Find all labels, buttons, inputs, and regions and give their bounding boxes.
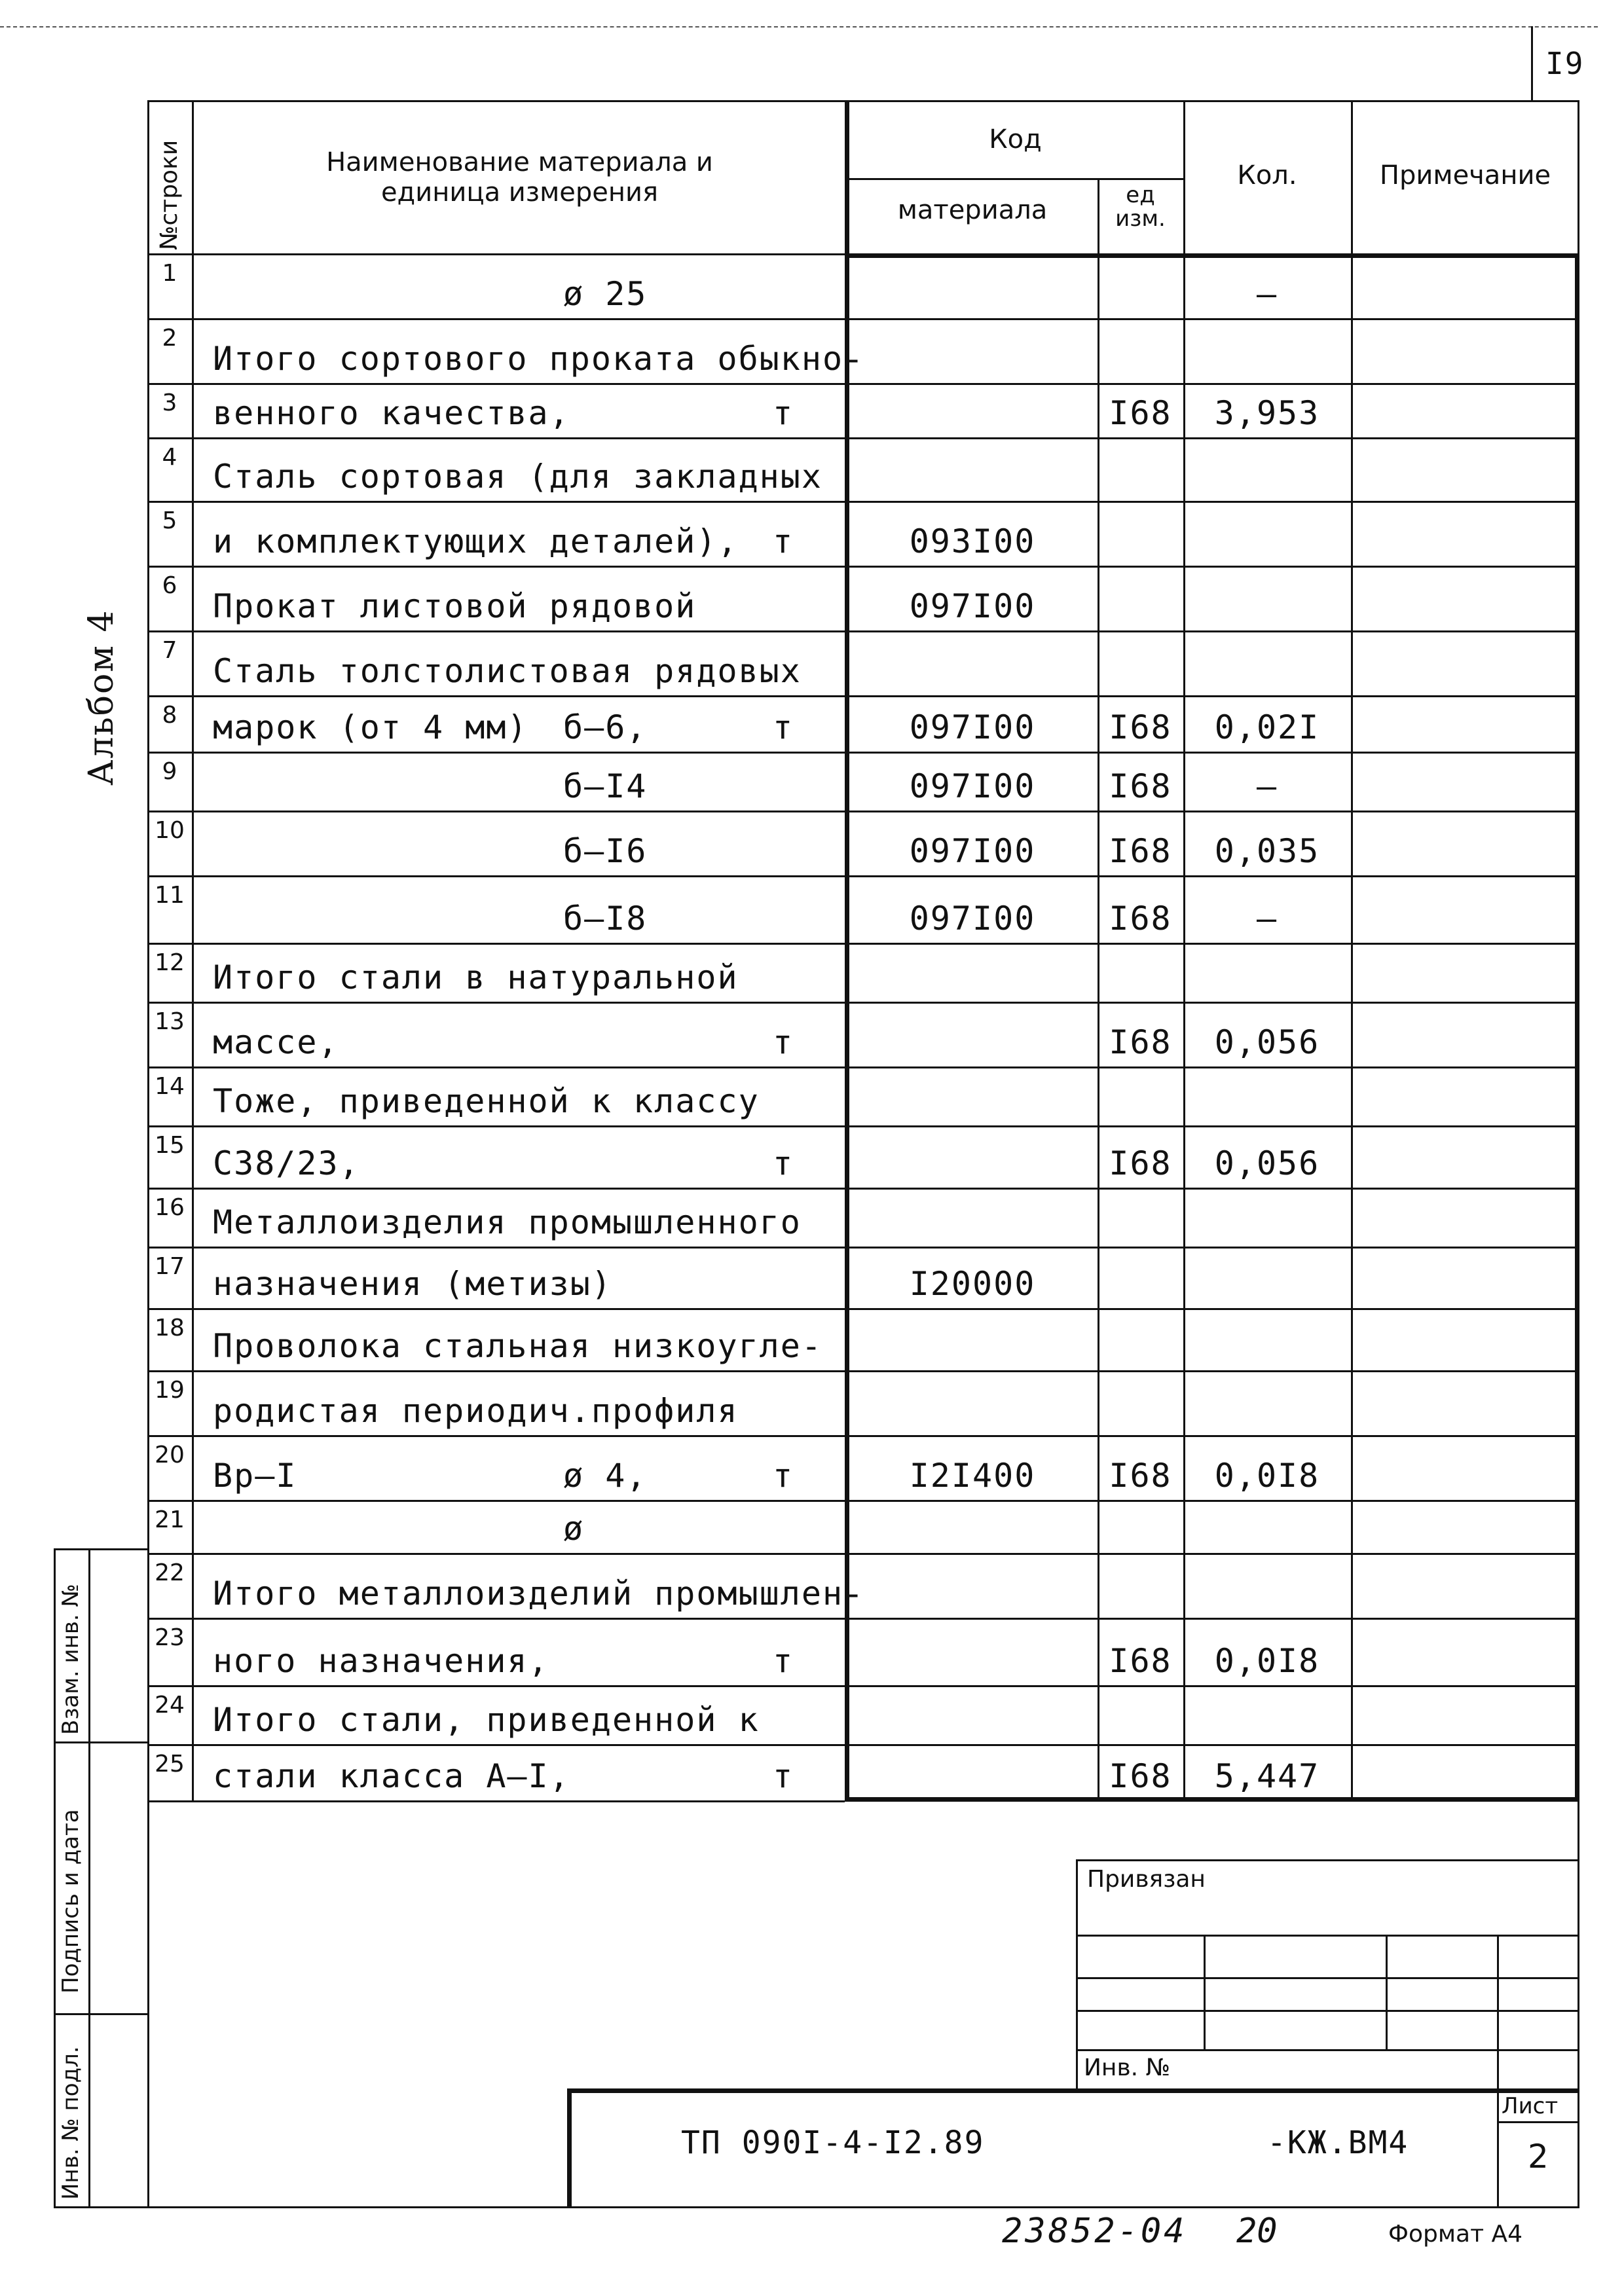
table-row <box>147 1685 1579 1744</box>
row-unit-code <box>1098 1500 1183 1553</box>
row-quantity <box>1183 1553 1351 1618</box>
margin-field-signature-date: Подпись и дата <box>58 1809 84 1994</box>
row-note <box>1351 1247 1579 1308</box>
row-material-code: 097I00 <box>909 708 1036 746</box>
row-unit-suffix <box>773 811 832 875</box>
frame-bottom <box>147 2206 1579 2208</box>
row-name-extra <box>563 1685 773 1744</box>
row-number: 22 <box>155 1559 185 1586</box>
row-unit-code <box>1098 1685 1183 1744</box>
binding-row-2 <box>1076 1977 1579 1979</box>
row-quantity: – <box>1256 275 1278 313</box>
row-unit-suffix <box>773 1066 832 1125</box>
header-code-material: материала <box>897 195 1048 225</box>
table-row <box>147 318 1579 383</box>
row-name-extra <box>563 943 773 1002</box>
binding-row-1 <box>1076 1935 1579 1937</box>
row-material-code: 097I00 <box>909 832 1036 870</box>
row-number: 11 <box>155 882 185 909</box>
row-quantity: – <box>1256 900 1278 938</box>
binding-label: Привязан <box>1087 1866 1206 1893</box>
row-quantity <box>1183 1685 1351 1744</box>
row-name-extra <box>563 1247 773 1308</box>
row-unit-suffix <box>773 253 832 318</box>
margin-divider-1 <box>54 1741 147 1743</box>
row-note <box>1351 566 1579 630</box>
row-name: стали класса А–I, <box>213 1757 570 1795</box>
row-quantity: 5,447 <box>1214 1757 1320 1795</box>
row-name: венного качества, <box>213 394 570 432</box>
row-quantity <box>1183 1500 1351 1553</box>
table-row <box>147 1066 1579 1125</box>
table-row <box>147 437 1579 501</box>
table-row <box>147 1618 1579 1685</box>
margin-border-top <box>54 1548 147 1550</box>
row-unit-code: I68 <box>1109 1457 1172 1495</box>
row-unit-suffix <box>773 566 832 630</box>
row-material-code: 097I00 <box>909 587 1036 625</box>
table-row <box>147 875 1579 943</box>
row-name-extra <box>563 1370 773 1435</box>
row-note <box>1351 501 1579 566</box>
row-name-extra <box>563 1002 773 1066</box>
row-number: 6 <box>162 572 177 599</box>
table-row <box>147 501 1579 566</box>
row-note <box>1351 1066 1579 1125</box>
row-note <box>1351 1002 1579 1066</box>
row-name-extra: б–I8 <box>563 900 648 938</box>
row-name-extra <box>563 437 773 501</box>
row-unit-code <box>1098 1370 1183 1435</box>
row-name-extra <box>563 318 773 383</box>
row-material-code <box>847 1188 1098 1247</box>
row-unit-suffix: т <box>773 708 794 746</box>
row-name-extra: ø 4, <box>563 1457 648 1495</box>
table-row <box>147 566 1579 630</box>
row-unit-suffix: т <box>773 1457 794 1495</box>
table-row <box>147 943 1579 1002</box>
row-note <box>1351 1188 1579 1247</box>
binding-left <box>1076 1859 1078 2092</box>
row-name: Итого стали, приведенной к <box>213 1701 760 1739</box>
document-suffix: -КЖ.ВМ4 <box>1267 2124 1409 2161</box>
table-row <box>147 695 1579 752</box>
row-material-code <box>847 383 1098 437</box>
row-name: Тоже, приведенной к классу <box>213 1082 760 1120</box>
table-row <box>147 1125 1579 1188</box>
row-name: Итого металлоизделий промышлен- <box>213 1575 865 1613</box>
row-unit-suffix <box>773 752 832 811</box>
row-quantity <box>1183 1188 1351 1247</box>
row-unit-suffix <box>773 318 832 383</box>
row-quantity <box>1183 318 1351 383</box>
row-quantity <box>1183 1370 1351 1435</box>
row-material-code: I20000 <box>909 1265 1036 1303</box>
margin-border-left <box>54 1548 56 2206</box>
row-name: Сталь толстолистовая рядовых <box>213 652 802 690</box>
row-unit-suffix: т <box>773 1023 794 1061</box>
row-quantity: 3,953 <box>1214 394 1320 432</box>
table-row <box>147 1744 1579 1800</box>
row-name: Сталь сортовая (для закладных <box>213 458 822 496</box>
row-unit-suffix <box>773 1370 832 1435</box>
row-unit-code <box>1098 1308 1183 1370</box>
row-number: 23 <box>155 1624 185 1651</box>
row-number: 25 <box>155 1751 185 1777</box>
row-material-code: 097I00 <box>909 900 1036 938</box>
row-unit-code: I68 <box>1109 1757 1172 1795</box>
row-note <box>1351 630 1579 695</box>
table-row <box>147 811 1579 875</box>
table-row <box>147 630 1579 695</box>
row-unit-code <box>1098 1247 1183 1308</box>
row-unit-code: I68 <box>1109 1642 1172 1680</box>
row-material-code <box>847 253 1098 318</box>
row-number: 8 <box>162 702 177 729</box>
row-note <box>1351 437 1579 501</box>
row-quantity <box>1183 501 1351 566</box>
row-name-extra <box>563 1744 773 1800</box>
row-note <box>1351 1744 1579 1800</box>
table-row <box>147 752 1579 811</box>
row-quantity <box>1183 437 1351 501</box>
row-note <box>1351 318 1579 383</box>
row-name-extra <box>563 501 773 566</box>
row-name: Вр–I <box>213 1457 297 1495</box>
row-unit-code <box>1098 437 1183 501</box>
margin-inner-line <box>88 1548 90 2206</box>
row-material-code <box>847 1066 1098 1125</box>
row-name: и комплектующих деталей), <box>213 522 739 560</box>
table-row <box>147 1553 1579 1618</box>
row-number: 20 <box>155 1442 185 1468</box>
row-note <box>1351 1125 1579 1188</box>
sheet-label: Лист <box>1502 2093 1559 2119</box>
inventory-number-label: Инв. № <box>1084 2054 1171 2081</box>
row-unit-code <box>1098 1066 1183 1125</box>
row-unit-suffix: т <box>773 1144 794 1182</box>
row-number: 24 <box>155 1692 185 1719</box>
row-unit-suffix <box>773 875 832 943</box>
row-number: 17 <box>155 1253 185 1280</box>
row-name: марок (от 4 мм) <box>213 708 528 746</box>
frame-top <box>147 100 1579 102</box>
row-unit-suffix: т <box>773 394 794 432</box>
margin-field-original-inv: Инв. № подл. <box>58 2046 84 2200</box>
header-code-split <box>847 178 1183 180</box>
row-quantity: 0,056 <box>1214 1023 1320 1061</box>
header-code: Код <box>989 124 1042 155</box>
binding-row-3 <box>1076 2010 1579 2012</box>
row-number: 3 <box>162 390 177 416</box>
row-material-code <box>847 318 1098 383</box>
row-unit-suffix <box>773 943 832 1002</box>
row-number: 14 <box>155 1073 185 1100</box>
table-row <box>147 383 1579 437</box>
row-material-code <box>847 943 1098 1002</box>
row-unit-suffix <box>773 1188 832 1247</box>
row-note <box>1351 253 1579 318</box>
table-row <box>147 253 1579 318</box>
row-name-extra <box>563 630 773 695</box>
row-material-code <box>847 630 1098 695</box>
row-material-code <box>847 1500 1098 1553</box>
row-note <box>1351 1685 1579 1744</box>
row-number: 21 <box>155 1506 185 1533</box>
row-name-extra <box>563 383 773 437</box>
row-quantity <box>1183 1247 1351 1308</box>
margin-border-bottom <box>54 2206 147 2208</box>
document-code: ТП 090I-4-I2.89 <box>681 2124 985 2161</box>
row-quantity <box>1183 1308 1351 1370</box>
row-name-extra: ø <box>563 1510 585 1548</box>
row-material-code <box>847 1744 1098 1800</box>
table-row <box>147 1500 1579 1553</box>
header-quantity: Кол. <box>1237 160 1297 191</box>
binding-col-2 <box>1386 1935 1388 2049</box>
top-edge-line <box>0 26 1598 27</box>
row-material-code: I2I400 <box>909 1457 1036 1495</box>
frame-left-lower <box>147 1800 149 2206</box>
header-name <box>192 147 847 208</box>
row-name-extra <box>563 1066 773 1125</box>
row-unit-code <box>1098 501 1183 566</box>
row-note <box>1351 811 1579 875</box>
row-number: 19 <box>155 1377 185 1404</box>
row-unit-code: I68 <box>1109 900 1172 938</box>
row-quantity <box>1183 630 1351 695</box>
row-name: Итого сортового проката обыкно- <box>213 340 865 378</box>
row-unit-code <box>1098 1188 1183 1247</box>
row-quantity: 0,0I8 <box>1214 1642 1320 1680</box>
header-unit-line1: ед <box>1126 182 1155 208</box>
row-number: 5 <box>162 507 177 534</box>
table-row <box>147 1188 1579 1247</box>
margin-field-replaced-inv: Взам. инв. № <box>58 1584 84 1735</box>
row-name-extra <box>563 1188 773 1247</box>
row-unit-code: I68 <box>1109 708 1172 746</box>
sheet-corner-number: I9 <box>1545 46 1585 81</box>
row-unit-code: I68 <box>1109 1144 1172 1182</box>
row-material-code <box>847 1125 1098 1188</box>
row-name-extra <box>563 1125 773 1188</box>
doc-block-left <box>567 2088 572 2206</box>
sheet-box-left <box>1497 2088 1499 2206</box>
row-unit-code <box>1098 318 1183 383</box>
row-note <box>1351 1435 1579 1500</box>
binding-col-3 <box>1497 1935 1499 2092</box>
row-name: Проволока стальная низкоугле- <box>213 1327 822 1365</box>
row-name: ного назначения, <box>213 1642 549 1680</box>
row-name: массе, <box>213 1023 339 1061</box>
row-unit-code <box>1098 566 1183 630</box>
row-unit-code: I68 <box>1109 394 1172 432</box>
row-unit-suffix: т <box>773 1642 794 1680</box>
row-material-code <box>847 1002 1098 1066</box>
row-unit-suffix <box>773 1247 832 1308</box>
row-unit-suffix <box>773 437 832 501</box>
row-unit-code <box>1098 253 1183 318</box>
row-number: 18 <box>155 1315 185 1341</box>
row-name-extra: б–6, <box>563 708 648 746</box>
table-row <box>147 1308 1579 1370</box>
row-material-code <box>847 1370 1098 1435</box>
row-note <box>1351 943 1579 1002</box>
footer-stamp: 23852-04 <box>1002 2212 1187 2251</box>
header-name-line1: Наименование материала и <box>326 147 713 177</box>
row-name-extra <box>563 1308 773 1370</box>
row-name: назначения (метизы) <box>213 1265 612 1303</box>
row-unit-suffix: т <box>773 522 794 560</box>
header-unit-line2: изм. <box>1115 206 1166 232</box>
row-name: С38/23, <box>213 1144 360 1182</box>
format-label: Формат А4 <box>1388 2221 1523 2248</box>
row-unit-code: I68 <box>1109 767 1172 805</box>
table-row <box>147 1247 1579 1308</box>
row-name: Итого стали в натуральной <box>213 958 739 996</box>
row-number: 4 <box>162 444 177 471</box>
margin-divider-2 <box>54 2013 147 2015</box>
row-quantity: 0,056 <box>1214 1144 1320 1182</box>
row-material-code <box>847 1553 1098 1618</box>
row-number: 15 <box>155 1132 185 1159</box>
row-name-extra <box>563 1553 773 1618</box>
row-material-code: 097I00 <box>909 767 1036 805</box>
header-row-number: №строки <box>156 139 183 250</box>
row-quantity: – <box>1256 767 1278 805</box>
row-material-code <box>847 1685 1098 1744</box>
row-quantity: 0,02I <box>1214 708 1320 746</box>
header-name-line2: единица измерения <box>380 177 659 208</box>
row-note <box>1351 1500 1579 1553</box>
row-material-code <box>847 1618 1098 1685</box>
footer-stamp-page: 20 <box>1236 2212 1278 2251</box>
row-note <box>1351 1553 1579 1618</box>
row-number: 12 <box>155 949 185 976</box>
binding-col-1 <box>1204 1935 1206 2049</box>
row-unit-code: I68 <box>1109 832 1172 870</box>
header-unit <box>1098 183 1183 230</box>
corner-divider <box>1531 26 1533 100</box>
sheet-number: 2 <box>1528 2138 1549 2176</box>
row-number: 1 <box>162 260 177 287</box>
row-unit-suffix <box>773 1553 832 1618</box>
row-unit-suffix <box>773 1308 832 1370</box>
row-number: 2 <box>162 325 177 352</box>
row-note <box>1351 383 1579 437</box>
table-row <box>147 1435 1579 1500</box>
row-name-extra: б–I4 <box>563 767 648 805</box>
row-name-extra: б–I6 <box>563 832 648 870</box>
row-unit-suffix: т <box>773 1757 794 1795</box>
row-name: родистая периодич.профиля <box>213 1392 739 1430</box>
row-unit-code: I68 <box>1109 1023 1172 1061</box>
row-name-extra <box>563 1618 773 1685</box>
row-number: 13 <box>155 1008 185 1035</box>
frame-right-lower <box>1578 1800 1579 2206</box>
album-label: Альбом 4 <box>82 609 121 786</box>
row-note <box>1351 1370 1579 1435</box>
row-quantity: 0,035 <box>1214 832 1320 870</box>
row-number: 9 <box>162 758 177 785</box>
row-unit-code <box>1098 1553 1183 1618</box>
row-quantity <box>1183 943 1351 1002</box>
row-unit-suffix <box>773 1685 832 1744</box>
row-material-code <box>847 437 1098 501</box>
row-quantity <box>1183 566 1351 630</box>
row-note <box>1351 875 1579 943</box>
row-name: Прокат листовой рядовой <box>213 587 697 625</box>
row-unit-code <box>1098 630 1183 695</box>
sheet-box-divider <box>1497 2121 1579 2123</box>
row-note <box>1351 695 1579 752</box>
row-unit-suffix <box>773 630 832 695</box>
row-quantity: 0,0I8 <box>1214 1457 1320 1495</box>
table-row <box>147 1002 1579 1066</box>
row-name-extra: ø 25 <box>563 275 648 313</box>
table-bottom-line <box>147 1800 845 1802</box>
row-number: 7 <box>162 637 177 664</box>
row-note <box>1351 1618 1579 1685</box>
row-number: 16 <box>155 1194 185 1221</box>
row-unit-suffix <box>773 1500 832 1553</box>
doc-block-top <box>567 2088 1579 2093</box>
row-note <box>1351 752 1579 811</box>
binding-row-4 <box>1076 2049 1579 2051</box>
row-unit-code <box>1098 943 1183 1002</box>
table-row <box>147 1370 1579 1435</box>
header-note: Примечание <box>1379 160 1551 191</box>
row-material-code <box>847 1308 1098 1370</box>
row-material-code: 093I00 <box>909 522 1036 560</box>
row-note <box>1351 1308 1579 1370</box>
row-number: 10 <box>155 817 185 844</box>
binding-top <box>1076 1859 1579 1861</box>
row-name-extra <box>563 566 773 630</box>
row-quantity <box>1183 1066 1351 1125</box>
row-name: Металлоизделия промышленного <box>213 1203 802 1241</box>
